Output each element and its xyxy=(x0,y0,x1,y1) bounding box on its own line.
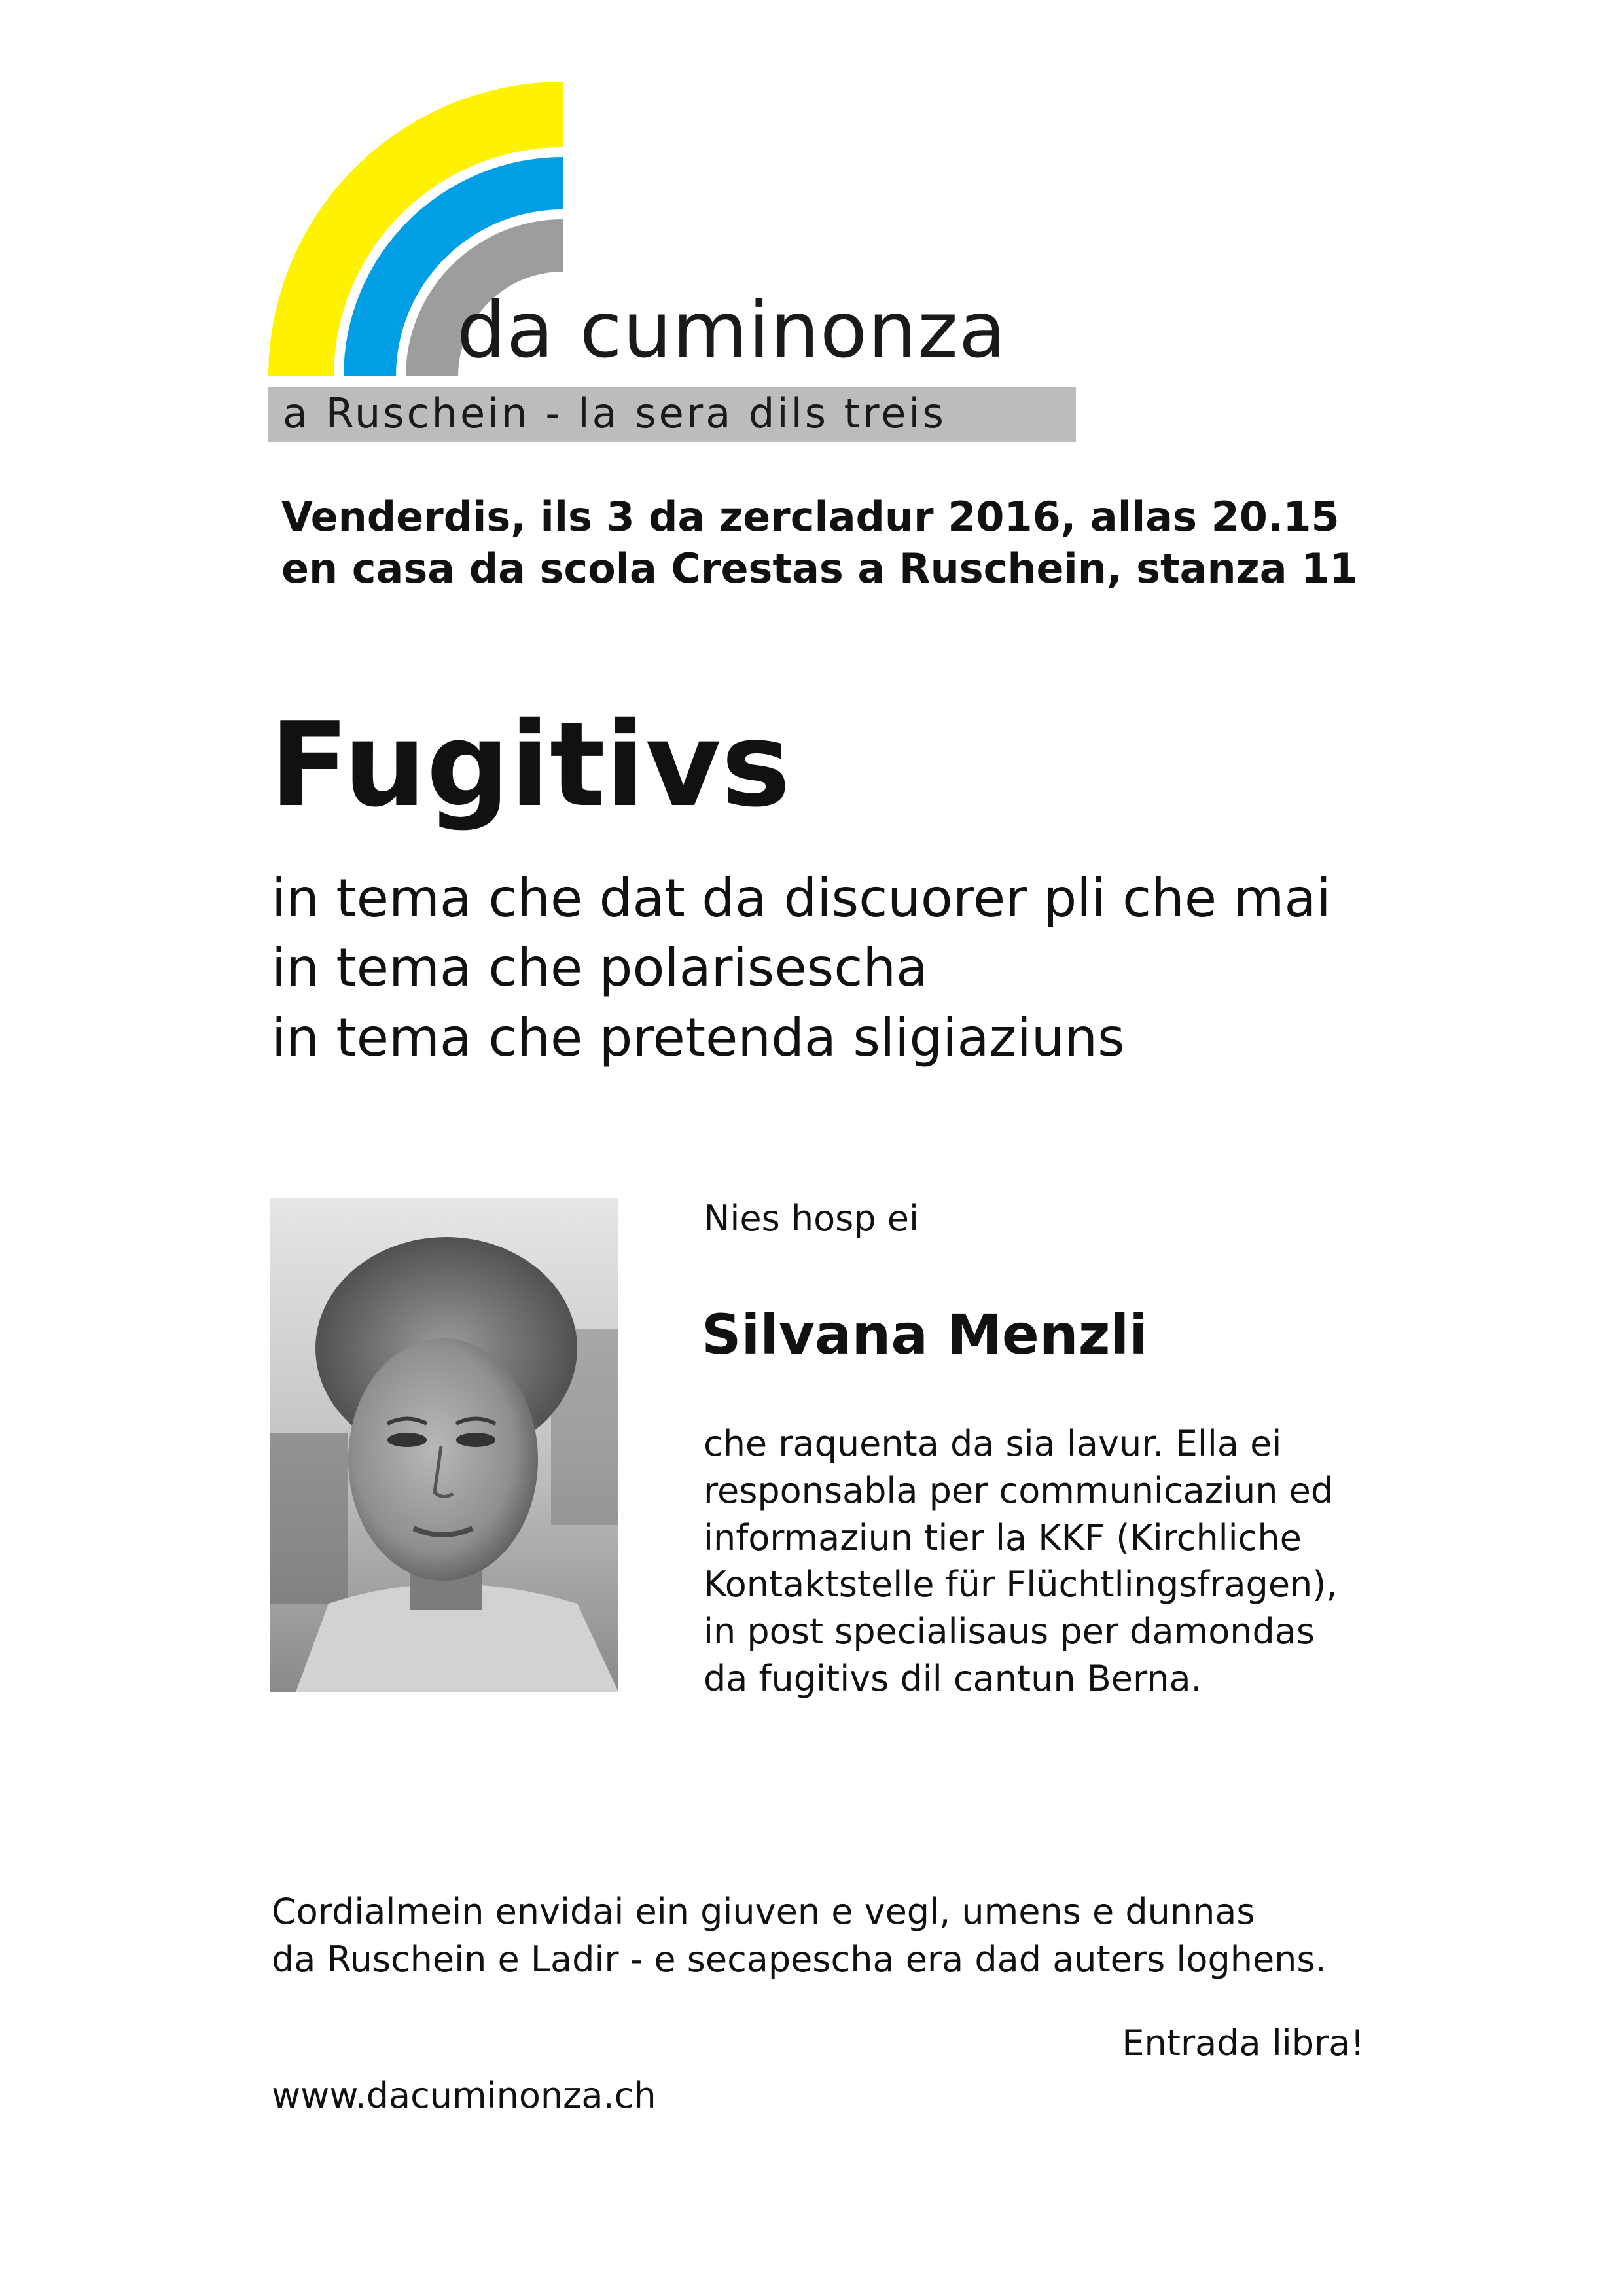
event-date: Venderdis, ils 3 da zercladur 2016, allas 20.15 xyxy=(281,493,1340,541)
bio-line: Kontaktstelle für Flüchtlingsfragen), xyxy=(704,1564,1338,1605)
theme-line: in tema che polarisescha xyxy=(272,937,929,999)
page-title: Fugitivs xyxy=(270,697,791,833)
brand-name: da cuminonza xyxy=(457,285,1007,375)
invitation-line: da Ruschein e Ladir - e secapescha era dad auters loghens. xyxy=(272,1938,1327,1980)
tagline: a Ruschein - la sera dils treis xyxy=(283,389,946,437)
bio-line: informaziun tier la KKF (Kirchliche xyxy=(704,1516,1302,1558)
theme-line: in tema che pretenda sligiaziuns xyxy=(272,1007,1125,1068)
bio-line: responsabla per communicaziun ed xyxy=(704,1469,1334,1511)
invitation-line: Cordialmein envidai ein giuven e vegl, umens e dunnas xyxy=(272,1891,1255,1932)
theme-line: in tema che dat da discuorer pli che mai xyxy=(272,868,1331,929)
themes-list xyxy=(272,864,1331,1073)
free-entry-note: Entrada libra! xyxy=(1122,2022,1364,2064)
guest-intro: Nies hosp ei xyxy=(704,1198,919,1239)
bio-line: che raquenta da sia lavur. Ella ei xyxy=(704,1423,1282,1464)
invitation-text xyxy=(272,1888,1327,1984)
guest-name: Silvana Menzli xyxy=(702,1302,1149,1367)
bio-line: in post specialisaus per damondas xyxy=(704,1611,1315,1653)
guest-bio xyxy=(704,1420,1338,1702)
logo xyxy=(268,75,1086,442)
event-place: en casa da scola Crestas a Ruschein, stanza 11 xyxy=(281,545,1358,593)
tagline-bar xyxy=(268,387,1076,442)
bio-line: da fugitivs dil cantun Berna. xyxy=(704,1658,1202,1700)
guest-photo xyxy=(270,1198,618,1692)
website-link[interactable]: www.dacuminonza.ch xyxy=(272,2075,656,2116)
event-info xyxy=(281,491,1357,595)
